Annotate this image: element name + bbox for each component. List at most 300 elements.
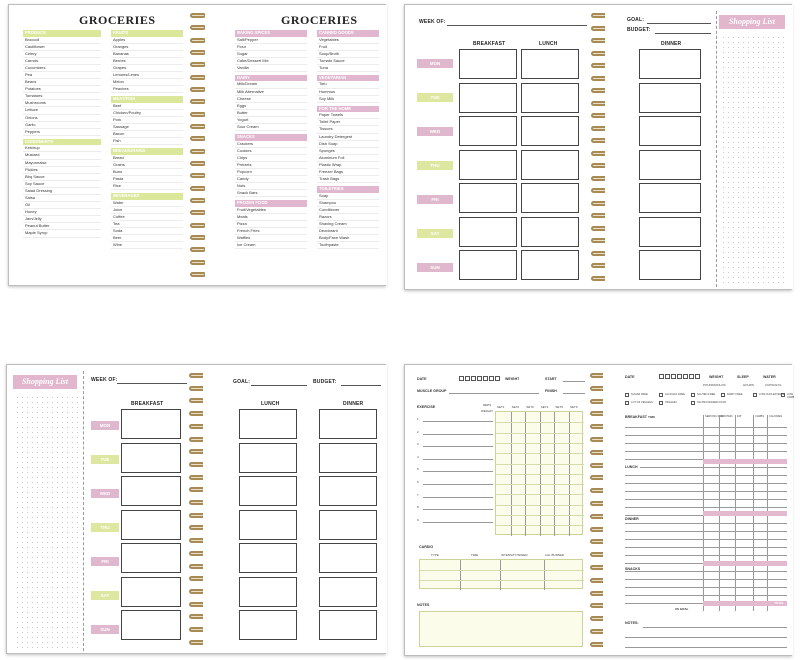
day-label-tue: TUE xyxy=(91,455,119,464)
diet-checkbox xyxy=(753,393,757,397)
grocery-item: Body/Face Wash xyxy=(317,235,379,242)
goal-line-b xyxy=(251,385,307,386)
exercise-row-number: 2 xyxy=(417,429,419,434)
diet-check-label: NO PROCESSED FOOD xyxy=(697,401,727,404)
grocery-item: Pizza xyxy=(235,221,307,228)
grid-row-line xyxy=(496,474,584,475)
nutrition-row-line xyxy=(625,467,787,468)
meal-box xyxy=(121,510,181,540)
grocery-item: Pickles xyxy=(23,167,101,174)
meal-box xyxy=(459,150,517,180)
exercise-row-number: 3 xyxy=(417,442,419,447)
set-header: SET3 xyxy=(526,405,534,409)
grocery-item: Eggs xyxy=(235,103,307,110)
grocery-item: Tofu xyxy=(317,81,379,88)
grocery-item: Onions xyxy=(23,115,101,122)
grocery-item: Waffles xyxy=(235,235,307,242)
meal-label-snacks: SNACKS xyxy=(625,567,641,571)
diet-checkbox xyxy=(659,401,663,405)
grocery-item: Honey xyxy=(23,209,101,216)
breakfast-text: BREAKFAST xyxy=(625,415,647,419)
grid-row-line xyxy=(496,464,584,465)
grocery-item: Mustard xyxy=(23,152,101,159)
date-box xyxy=(471,376,476,381)
groceries-title-left: GROCERIES xyxy=(79,13,156,27)
total-bar xyxy=(703,601,787,606)
grocery-item: Tomatoes xyxy=(23,93,101,100)
grocery-category: SNACKS xyxy=(235,134,307,141)
exercise-row-line xyxy=(423,459,493,460)
spiral-ring xyxy=(190,87,206,92)
grid-row-line xyxy=(496,422,584,423)
dinner-header: DINNER xyxy=(661,41,682,47)
spiral-ring xyxy=(190,247,206,252)
groceries-left-page xyxy=(9,5,197,285)
grocery-item: Soda xyxy=(111,228,183,235)
breakfast-header-b: BREAKFAST xyxy=(131,401,164,407)
grocery-item: Lettuce xyxy=(23,107,101,114)
meal-box xyxy=(239,543,297,573)
grocery-item: Deodorant xyxy=(317,228,379,235)
date-box xyxy=(495,376,500,381)
grocery-item: Sponges xyxy=(317,148,379,155)
grocery-item: Pasta xyxy=(111,176,183,183)
grocery-item: Bbq Sauce xyxy=(23,174,101,181)
meal-box xyxy=(239,510,297,540)
date-box xyxy=(489,376,494,381)
sleep-label: SLEEP xyxy=(737,375,749,379)
grocery-item: Hummus xyxy=(317,89,379,96)
spiral-ring xyxy=(190,161,206,166)
shopping-dot-grid xyxy=(721,35,785,285)
grocery-item: Grapes xyxy=(111,65,183,72)
groceries-notebook xyxy=(8,4,386,286)
meal-box xyxy=(521,250,579,280)
planner-a-right-page xyxy=(605,5,793,289)
set-header: SET4 xyxy=(540,405,549,409)
nutrition-row-line xyxy=(625,531,787,532)
meal-box xyxy=(319,577,377,607)
notes2-line-3 xyxy=(625,647,787,648)
meal-total-bar xyxy=(703,511,787,516)
notes-label: NOTES xyxy=(417,603,430,607)
shopping-list-header-b: Shopping List xyxy=(13,375,77,389)
grocery-category: FROZEN FOOD xyxy=(235,200,307,207)
day-label-thu: THU xyxy=(91,523,119,532)
nutrition-row-line xyxy=(625,435,787,436)
nutrition-row-line xyxy=(625,499,787,500)
grocery-item: Berries xyxy=(111,58,183,65)
grocery-item: Soap xyxy=(317,193,379,200)
grocery-item: Rice xyxy=(111,183,183,190)
notes-area xyxy=(419,611,583,647)
meal-box xyxy=(459,183,517,213)
day-label-tue: TUE xyxy=(417,93,453,102)
date-box xyxy=(459,376,464,381)
nutrition-row-line xyxy=(625,483,787,484)
planner-b-right-page xyxy=(203,365,387,653)
grocery-item: Melon xyxy=(111,79,183,86)
day-label-wed: WED xyxy=(417,127,453,136)
meal-box xyxy=(639,183,701,213)
grocery-item: Toilet Paper xyxy=(317,119,379,126)
grocery-category: MEAT/FISH xyxy=(111,96,183,103)
grocery-item: Mayonnaise xyxy=(23,160,101,167)
notes2-line-1 xyxy=(643,627,787,628)
grocery-item: Juice xyxy=(111,207,183,214)
cardio-label: CARDIO xyxy=(419,545,434,549)
grocery-item: Chips xyxy=(235,155,307,162)
diet-check-label: ORGANIC xyxy=(665,401,678,404)
grocery-item: Sugar xyxy=(235,51,307,58)
grocery-item: Pork xyxy=(111,117,183,124)
exercise-row-line xyxy=(423,434,493,435)
spiral-ring xyxy=(190,198,206,203)
grocery-item: Dish Soap xyxy=(317,141,379,148)
grocery-item: Snack Bars xyxy=(235,190,307,197)
grocery-item: Butter xyxy=(235,110,307,117)
grocery-item: Candy xyxy=(235,176,307,183)
meal-box xyxy=(319,476,377,506)
set-header: SET2 xyxy=(511,405,520,409)
shopping-divider-b xyxy=(83,371,84,651)
grocery-item: Soy Sauce xyxy=(23,181,101,188)
grocery-item: Flour xyxy=(235,44,307,51)
meal-box xyxy=(459,83,517,113)
grocery-item: Yogurt xyxy=(235,117,307,124)
grocery-item: Water xyxy=(111,200,183,207)
nutrition-row-line xyxy=(625,555,787,556)
grocery-item: Buns xyxy=(111,169,183,176)
groceries-title-right: GROCERIES xyxy=(281,13,358,27)
grocery-item: Bread xyxy=(111,155,183,162)
set-header: SET6 xyxy=(570,405,578,409)
grocery-item: Salsa xyxy=(23,195,101,202)
grocery-item: Toothpaste xyxy=(317,242,379,249)
finish-line xyxy=(563,393,585,394)
exercise-row-number: 5 xyxy=(417,467,419,472)
grocery-item: Fruit xyxy=(317,44,379,51)
date-label-r: DATE xyxy=(625,375,635,379)
diet-check-label: ALCOHOL FREE xyxy=(665,393,685,396)
grocery-item: Mushrooms xyxy=(23,100,101,107)
goal-label: GOAL: xyxy=(627,17,645,23)
exercise-row-number: 7 xyxy=(417,492,419,497)
reps-label: REPS xyxy=(483,403,492,407)
grocery-item: Tea xyxy=(111,221,183,228)
exercise-row-line xyxy=(423,509,493,510)
grocery-item: Beef xyxy=(111,103,183,110)
cups-label: CUPS/32 FL xyxy=(765,383,782,387)
meal-box xyxy=(521,83,579,113)
meal-box xyxy=(239,610,297,640)
groceries-spiral xyxy=(190,13,206,277)
grocery-item: Pretzels xyxy=(235,162,307,169)
shopping-dot-grid-b xyxy=(15,395,79,649)
meal-total-bar xyxy=(703,561,787,566)
grocery-item: Beer xyxy=(111,235,183,242)
grocery-item: Ice Cream xyxy=(235,242,307,249)
shopping-divider xyxy=(716,11,717,287)
diet-check-label: DAIRY FREE xyxy=(727,393,743,396)
grocery-item: Soy Milk xyxy=(317,96,379,103)
diet-check-label: LOW CHOLESTEROL xyxy=(759,393,785,396)
grocery-item: Cookies xyxy=(235,148,307,155)
spiral-ring xyxy=(190,13,206,18)
grocery-item: Chicken/Poultry xyxy=(111,110,183,117)
meal-box xyxy=(121,476,181,506)
spiral-ring xyxy=(190,136,206,141)
diet-checkbox xyxy=(659,393,663,397)
grocery-category: CONDIMENTS xyxy=(23,139,101,146)
grocery-category: FOR THE HOME xyxy=(317,106,379,113)
diet-checkbox xyxy=(691,401,695,405)
nutrition-row-line xyxy=(625,443,787,444)
spiral-ring xyxy=(190,99,206,104)
date-box xyxy=(677,374,682,379)
date-box xyxy=(465,376,470,381)
meal-planner-notebook-b xyxy=(6,364,386,654)
grocery-item: Bacon xyxy=(111,131,183,138)
meal-planner-notebook-a xyxy=(404,4,792,290)
budget-label: BUDGET: xyxy=(627,27,651,33)
budget-line xyxy=(655,33,711,34)
exercise-row-number: 8 xyxy=(417,505,419,510)
grocery-item: Shampoo xyxy=(317,200,379,207)
diet-check-label: SUGAR FREE xyxy=(631,393,648,396)
groceries-col-4 xyxy=(317,27,379,249)
cardio-header: CAL BURNED xyxy=(545,553,565,557)
meal-total-bar xyxy=(703,459,787,464)
grocery-item: Vegetables xyxy=(317,37,379,44)
cardio-grid xyxy=(419,559,583,589)
spiral-ring xyxy=(190,75,206,80)
nutrition-row-line xyxy=(625,579,787,580)
grid-row-line xyxy=(496,453,584,454)
diet-check-label: GLUTEN FREE xyxy=(697,393,716,396)
grocery-item: Carrots xyxy=(23,58,101,65)
total-text: TOTAL xyxy=(774,601,784,605)
exercise-row-line xyxy=(423,484,493,485)
notes2-line-2 xyxy=(625,637,787,638)
grocery-item: Lemons/Limes xyxy=(111,72,183,79)
nutrition-col-header: CARBS xyxy=(755,415,764,418)
day-label-sun: SUN xyxy=(91,625,119,634)
cardio-row-line xyxy=(420,570,584,571)
grocery-item: Apples xyxy=(111,37,183,44)
grocery-item: Freezer Bags xyxy=(317,169,379,176)
grocery-item: Peppers xyxy=(23,129,101,136)
lunch-header: LUNCH xyxy=(539,41,558,47)
spiral-ring xyxy=(190,223,206,228)
grocery-item: Paper Towels xyxy=(317,112,379,119)
fitness-notebook xyxy=(404,364,795,656)
meal-box xyxy=(121,543,181,573)
grocery-item: Broccoli xyxy=(23,37,101,44)
nutrition-row-line xyxy=(625,507,787,508)
exercise-row-line xyxy=(423,497,493,498)
week-of-line xyxy=(447,25,587,26)
spiral-ring xyxy=(190,186,206,191)
meal-box xyxy=(639,217,701,247)
hours-label: HOURS xyxy=(743,383,754,387)
meal-box xyxy=(521,217,579,247)
diet-checkbox xyxy=(721,393,725,397)
spiral-ring xyxy=(190,272,206,277)
grocery-item: Sausage xyxy=(111,124,183,131)
meal-box xyxy=(459,116,517,146)
grocery-item: Razors xyxy=(317,214,379,221)
cardio-header: INTENSITY/SPEED xyxy=(501,553,528,557)
date-box xyxy=(665,374,670,379)
meal-box xyxy=(521,49,579,79)
grid-row-line xyxy=(496,505,584,506)
day-label-sun: SUN xyxy=(417,263,453,272)
grocery-item: Jam/Jelly xyxy=(23,216,101,223)
spiral-ring xyxy=(190,260,206,265)
meal-box xyxy=(521,150,579,180)
weight-label-r: WEIGHT xyxy=(709,375,724,379)
meal-box xyxy=(239,577,297,607)
grocery-item: Bananas xyxy=(111,51,183,58)
muscle-group-label: MUSCLE GROUP xyxy=(417,389,447,393)
grocery-item: Salad Dressing xyxy=(23,188,101,195)
breakfast-meal-label xyxy=(625,415,655,419)
grocery-category: BEVERAGES xyxy=(111,193,183,200)
diet-checkbox xyxy=(625,393,629,397)
nutrition-row-line xyxy=(625,451,787,452)
day-label-thu: THU xyxy=(417,161,453,170)
meal-box xyxy=(521,183,579,213)
meal-box xyxy=(239,443,297,473)
exercise-row-number: 9 xyxy=(417,517,419,522)
grocery-item: Cauliflower xyxy=(23,44,101,51)
meal-box xyxy=(121,610,181,640)
day-label-mon: MON xyxy=(91,421,119,430)
pounds-kilos-label: POUNDS/KILOS xyxy=(703,383,726,387)
grocery-item: Conditioner xyxy=(317,207,379,214)
grocery-item: Popcorn xyxy=(235,169,307,176)
nutrition-row-line xyxy=(625,587,787,588)
exercise-row-line xyxy=(423,446,493,447)
nutrition-page xyxy=(603,365,793,655)
meal-box xyxy=(639,250,701,280)
diet-checkbox xyxy=(691,393,695,397)
grocery-item: Tissues xyxy=(317,126,379,133)
nutrition-row-line xyxy=(625,475,787,476)
spiral-ring xyxy=(190,210,206,215)
meal-box xyxy=(121,409,181,439)
nutrition-row-line xyxy=(625,427,787,428)
cardio-header: TYPE xyxy=(431,553,439,557)
finish-label: FINISH xyxy=(545,389,557,393)
planner-a-left-page xyxy=(405,5,595,289)
shopping-list-header: Shopping List xyxy=(719,15,785,29)
grocery-category: FRUITS xyxy=(111,30,183,37)
grocery-item: Peaches xyxy=(111,86,183,93)
grocery-item: Maple Syrup xyxy=(23,230,101,237)
groceries-col-3 xyxy=(235,27,307,249)
grocery-item: Milk Alternative xyxy=(235,89,307,96)
day-label-fri: FRI xyxy=(417,195,453,204)
grid-row-line xyxy=(496,515,584,516)
set-header: SET1 xyxy=(497,405,505,409)
exercise-row-line xyxy=(423,421,493,422)
grocery-item: Tuna xyxy=(317,65,379,72)
grocery-category: DAIRY xyxy=(235,75,307,82)
dinner-header-b: DINNER xyxy=(343,401,364,407)
budget-label-b: BUDGET: xyxy=(313,379,337,385)
planner-b-left-page xyxy=(7,365,195,653)
nutrition-row-line xyxy=(625,539,787,540)
grocery-item: Aluminum Foil xyxy=(317,155,379,162)
grocery-item: Beans xyxy=(23,79,101,86)
grocery-item: Trash Bags xyxy=(317,176,379,183)
exercise-row-line xyxy=(423,522,493,523)
spiral-ring xyxy=(190,173,206,178)
grid-row-line xyxy=(496,443,584,444)
grocery-item: Meals xyxy=(235,214,307,221)
meal-box xyxy=(639,83,701,113)
grocery-item: Salt/Pepper xyxy=(235,37,307,44)
meal-box xyxy=(521,116,579,146)
spiral-ring xyxy=(190,25,206,30)
nutrition-row-line xyxy=(625,571,787,572)
cardio-row-line xyxy=(420,580,584,581)
nutrition-row-line xyxy=(625,491,787,492)
date-box xyxy=(671,374,676,379)
grocery-item: Celery xyxy=(23,51,101,58)
grocery-item: Peanut Butter xyxy=(23,223,101,230)
grocery-item: Laundry Detergent xyxy=(317,134,379,141)
exercise-label: EXERCISE xyxy=(417,405,436,409)
grocery-item: Wine xyxy=(111,242,183,249)
day-label-sat: SAT xyxy=(417,229,453,238)
nutrition-row-line xyxy=(625,523,787,524)
grid-row-line xyxy=(496,484,584,485)
grocery-item: Crackers xyxy=(235,141,307,148)
grid-row-line xyxy=(496,494,584,495)
grocery-category: BAKING SPICES xyxy=(235,30,307,37)
meal-box xyxy=(459,217,517,247)
cardio-col-line xyxy=(544,560,545,590)
spiral-ring xyxy=(190,112,206,117)
goal-line xyxy=(647,23,711,24)
week-of-label-b: WEEK OF: xyxy=(91,377,118,383)
date-box xyxy=(477,376,482,381)
spiral-ring xyxy=(190,235,206,240)
day-label-mon: MON xyxy=(417,59,453,68)
muscle-group-line xyxy=(449,393,539,394)
week-of-label: WEEK OF: xyxy=(419,19,446,25)
date-box xyxy=(483,376,488,381)
exercise-row-number: 4 xyxy=(417,454,419,459)
grocery-item: Fruit/Vegetables xyxy=(235,207,307,214)
lunch-header-b: LUNCH xyxy=(261,401,280,407)
week-of-line-b xyxy=(117,383,187,384)
workout-page xyxy=(405,365,591,655)
cardio-col-line xyxy=(500,560,501,590)
grocery-item: Coffee xyxy=(111,214,183,221)
meal-box xyxy=(319,610,377,640)
grocery-item: Oil xyxy=(23,202,101,209)
notes2-label: NOTES: xyxy=(625,621,639,625)
diet-checkbox xyxy=(625,401,629,405)
vs-goal-label: VS GOAL xyxy=(675,607,689,611)
meal-box xyxy=(121,443,181,473)
meal-box xyxy=(459,49,517,79)
meal-box xyxy=(319,543,377,573)
